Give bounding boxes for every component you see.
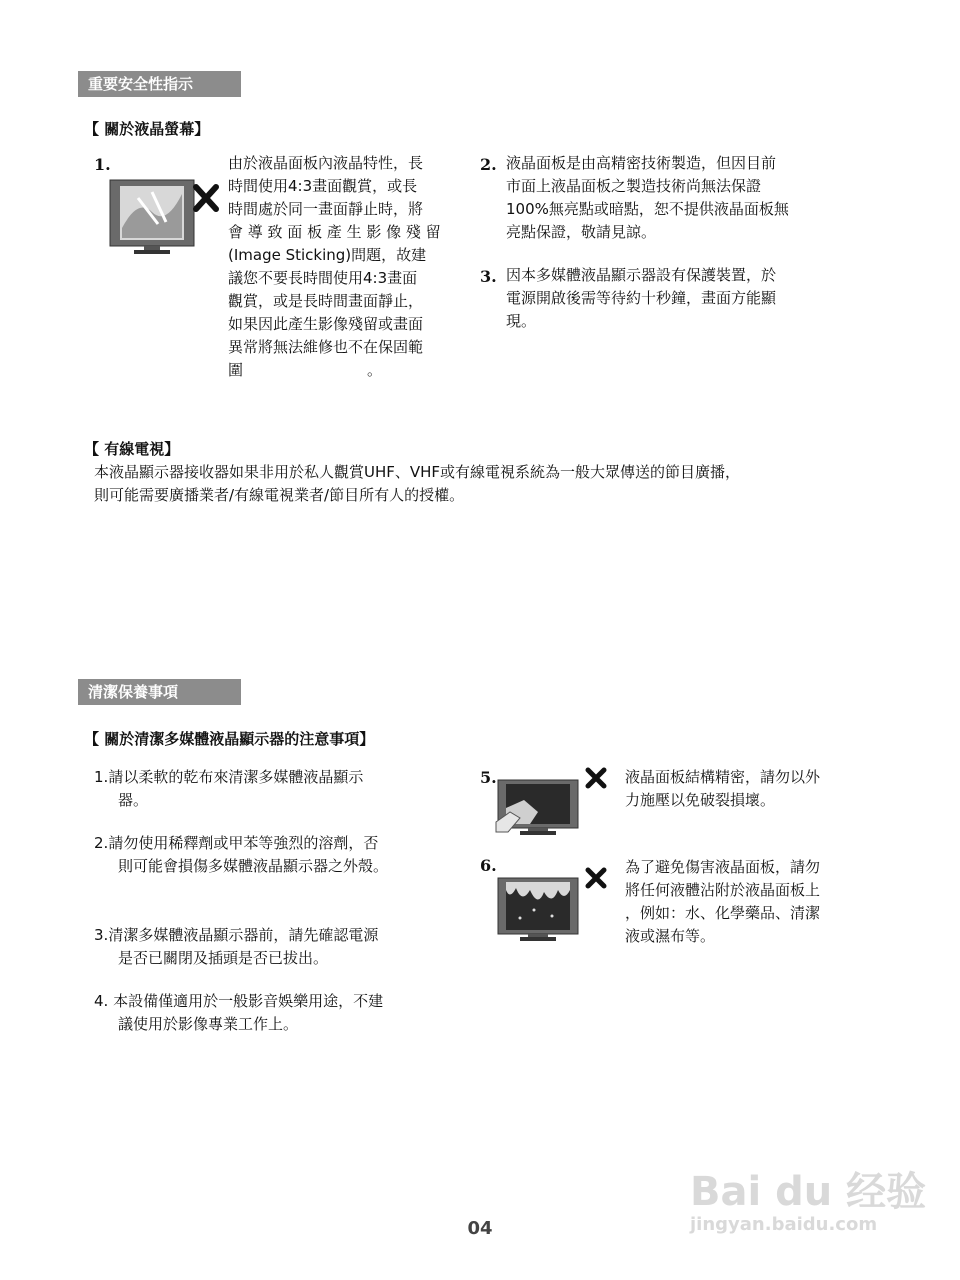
tv-static-image-illustration [108,178,198,256]
clean-item-5-number: 5. [480,768,497,787]
clean-item-6-text: 為了避免傷害液晶面板，請勿 將任何液體沾附於液晶面板上 ，例如：水、化學藥品、清潔 液或濕布等。 [625,858,821,945]
clean-item-3: 3.清潔多媒體液晶顯示器前，請先確認電源 是否已關閉及插頭是否已拔出。 [94,926,379,967]
x-mark-icon [584,766,608,790]
item2-number: 2. [480,155,497,174]
tv-pressure-illustration [494,778,582,836]
clean-item-6-number: 6. [480,856,497,875]
item2-text: 液晶面板是由高精密技術製造，但因目前 市面上液晶面板之製造技術尚無法保證 100%無亮點或暗點，恕不提供液晶面板無 亮點保證，敬請見諒。 [506,154,789,241]
x-mark-icon [584,866,608,890]
watermark-url: jingyan.baidu.com [690,1214,878,1235]
section-title-safety: 重要安全性指示 [78,71,241,97]
clean-item-1: 1.請以柔軟的乾布來清潔多媒體液晶顯示 器。 [94,768,364,809]
item3-text: 因本多媒體液晶顯示器設有保護裝置，於 電源開啟後需等待約十秒鐘，畫面方能顯 現。 [506,266,777,330]
clean-item-2: 2.請勿使用稀釋劑或甲苯等強烈的溶劑，否 則可能會損傷多媒體液晶顯示器之外殼。 [94,834,389,875]
cleaning-heading: 【 關於清潔多媒體液晶顯示器的注意事項】 [84,730,375,748]
cable-text: 本液晶顯示器接收器如果非用於私人觀賞UHF、VHF或有線電視系統為一般大眾傳送的節目廣播， 則可能需要廣播業者/有線電視業者/節目所有人的授權。 [94,463,741,504]
clean-item-4: 4. 本設備僅適用於一般影音娛樂用途，不建 議使用於影像專業工作上。 [94,992,384,1033]
clean-item-5-text: 液晶面板結構精密，請勿以外 力施壓以免破裂損壞。 [625,768,821,809]
item3-number: 3. [480,267,497,286]
cable-heading: 【 有線電視】 [84,440,180,458]
tv-liquid-illustration [494,876,582,944]
lcd-heading: 【 關於液晶螢幕】 [84,120,210,138]
item1-text: 由於液晶面板內液晶特性，長 時間使用4:3畫面觀賞，或長 時間處於同一畫面靜止時，將 會 導 致 面 板 產 生 影 像 殘 留 (Image Sticking)問題，故建 議您不要長時間使用4:3畫面 觀賞，或是長時間畫面靜止， 如果因此產生影像殘留或畫面 異常將無法維修也不在保固範 圍 。 [228,154,441,379]
item1-number: 1. [94,155,111,174]
x-mark-icon [192,183,220,213]
section-title-cleaning: 清潔保養事項 [78,679,241,705]
watermark-brand: Bai du 经验 [690,1169,927,1215]
page-number: 04 [467,1218,493,1239]
